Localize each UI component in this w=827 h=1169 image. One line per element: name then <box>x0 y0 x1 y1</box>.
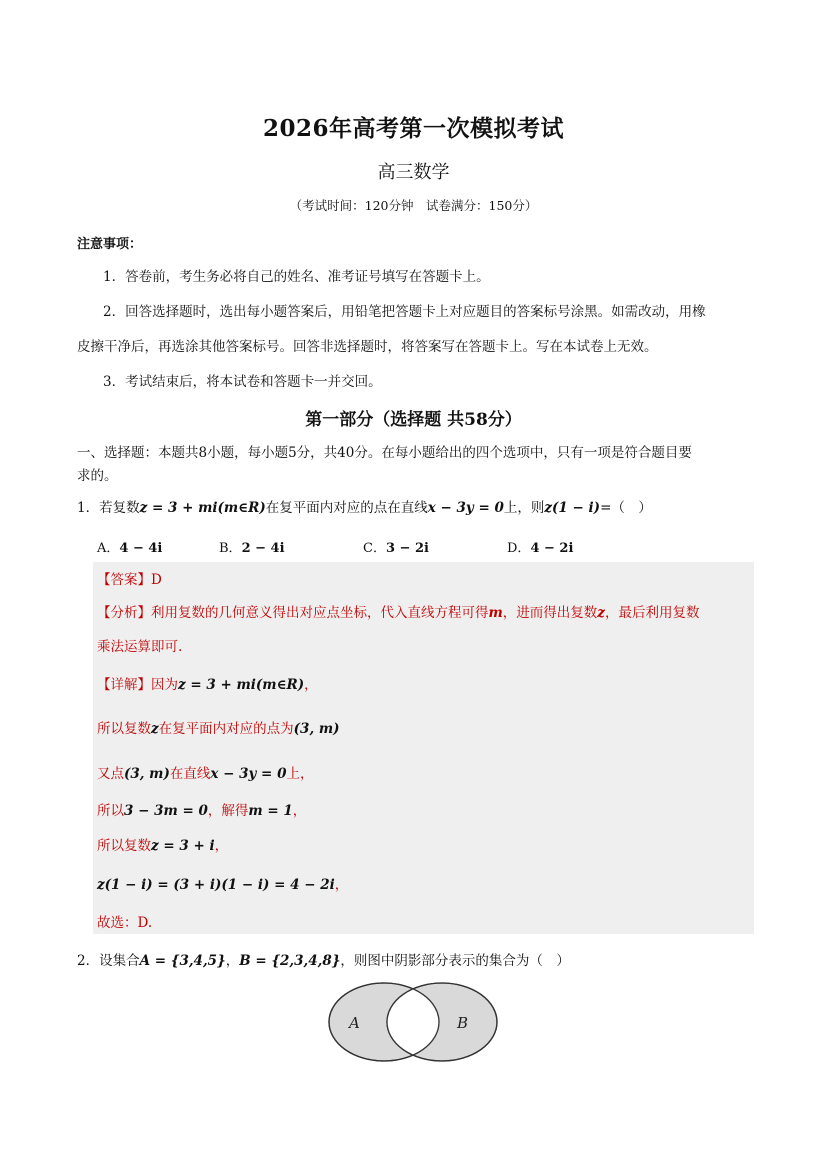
analysis-line-cont: 乘法运算即可. <box>97 639 183 655</box>
detail-line-6 <box>97 873 348 893</box>
option-label: D． <box>507 541 531 556</box>
detail-line-2 <box>97 717 340 737</box>
math-expr: x − 3y = 0 <box>210 766 287 782</box>
note-item-2-cont: 皮擦干净后，再选涂其他答案标号。回答非选择题时，将答案写在答题卡上。写在本试卷上无效。 <box>77 339 658 355</box>
math-expr: z = 3 + mi(m∈R) <box>139 500 266 516</box>
detail-text: 又点 <box>97 766 124 782</box>
question-text: =（ ） <box>600 500 652 516</box>
math-expr: z = 3 + mi(m∈R) <box>178 677 305 693</box>
answer-line <box>97 568 162 588</box>
analysis-text: 利用复数的几何意义得出对应点坐标，代入直线方程可得 <box>151 605 489 621</box>
math-expr: z <box>597 605 605 621</box>
math-expr: z(1 − i) <box>544 500 601 516</box>
math-expr: 3 − 3m = 0 <box>124 803 208 819</box>
question-number: 1． <box>77 500 100 516</box>
option-value: 4 − 4i <box>119 541 163 556</box>
note-item-3: 3．考试结束后，将本试卷和答题卡一并交回。 <box>103 374 382 390</box>
question-text: 在复平面内对应的点在直线 <box>265 500 428 516</box>
detail-line-3 <box>97 762 313 782</box>
analysis-line <box>97 601 699 621</box>
option-label: C． <box>363 541 386 556</box>
page-subtitle: 高三数学 <box>377 162 450 183</box>
question-text: 上，则 <box>503 500 545 516</box>
section-heading: 第一部分（选择题 共58分） <box>305 410 522 430</box>
detail-text: 在直线 <box>169 766 211 782</box>
math-expr: (3, m) <box>124 766 170 782</box>
question-1 <box>77 496 652 516</box>
option-value: 4 − 2i <box>530 541 574 556</box>
set-a-label: A <box>349 1014 360 1032</box>
question-text: 若复数 <box>99 500 140 516</box>
question-text: ，则图中阴影部分表示的集合为（ ） <box>340 953 570 969</box>
set-b-label: B <box>457 1014 469 1032</box>
detail-text: ， <box>214 838 229 854</box>
math-expr: A = {3,4,5} <box>139 953 226 969</box>
option-d[interactable] <box>507 537 573 556</box>
option-value: 3 − 2i <box>385 541 429 556</box>
question-number: 2． <box>77 953 100 969</box>
note-item-1: 1．答卷前，考生务必将自己的姓名、准考证号填写在答题卡上。 <box>103 269 490 285</box>
option-label: B． <box>219 541 242 556</box>
detail-line-1 <box>97 673 318 693</box>
detail-text: ， <box>304 677 318 693</box>
option-value: 2 − 4i <box>241 541 285 556</box>
detail-text: ， <box>334 877 349 893</box>
math-expr: x − 3y = 0 <box>427 500 504 516</box>
exam-time-info: （考试时间：120分钟 试卷满分：150分） <box>289 198 538 213</box>
answer-tag: 【答案】 <box>97 572 151 588</box>
detail-tag: 【详解】 <box>97 677 151 693</box>
option-b[interactable] <box>219 537 285 556</box>
question-text: ， <box>225 953 240 969</box>
detail-line-7: 故选：D. <box>97 915 153 931</box>
detail-text: 所以复数 <box>97 838 151 854</box>
detail-line-4 <box>97 799 306 819</box>
section-instruction: 一、选择题：本题共8小题，每小题5分，共40分。在每小题给出的四个选项中，只有一项是符合题目要 <box>77 445 692 461</box>
question-2 <box>77 949 570 969</box>
analysis-text: ，进而得出复数 <box>502 605 598 621</box>
math-expr: z <box>151 721 159 737</box>
page-title: 2026年高考第一次模拟考试 <box>262 115 564 142</box>
detail-text: 在复平面内对应的点为 <box>158 721 294 737</box>
analysis-tag: 【分析】 <box>97 605 151 621</box>
math-expr: z(1 − i) = (3 + i)(1 − i) = 4 − 2i <box>97 877 335 893</box>
detail-text: ，解得 <box>207 803 249 819</box>
detail-line-5 <box>97 834 228 854</box>
option-a[interactable] <box>97 537 162 556</box>
math-expr: (3, m) <box>293 721 340 737</box>
math-expr: z = 3 + i <box>151 838 215 854</box>
math-expr: m = 1 <box>248 803 293 819</box>
answer-value: D <box>151 572 162 588</box>
detail-text: 因为 <box>151 677 178 693</box>
option-c[interactable] <box>363 537 429 556</box>
math-expr: m <box>488 605 503 621</box>
note-item-2: 2．回答选择题时，选出每小题答案后，用铅笔把答题卡上对应题目的答案标号涂黑。如需改动，用橡 <box>103 304 706 320</box>
option-label: A． <box>97 541 120 556</box>
notes-heading: 注意事项： <box>77 237 143 252</box>
detail-text: 上， <box>286 766 314 782</box>
venn-diagram <box>326 980 502 1064</box>
detail-text: ， <box>292 803 307 819</box>
detail-text: 所以 <box>97 803 124 819</box>
question-text: 设集合 <box>99 953 140 969</box>
math-expr: B = {2,3,4,8} <box>239 953 341 969</box>
detail-text: 所以复数 <box>97 721 151 737</box>
analysis-text: ，最后利用复数 <box>604 605 700 621</box>
section-instruction-cont: 求的。 <box>77 468 118 484</box>
